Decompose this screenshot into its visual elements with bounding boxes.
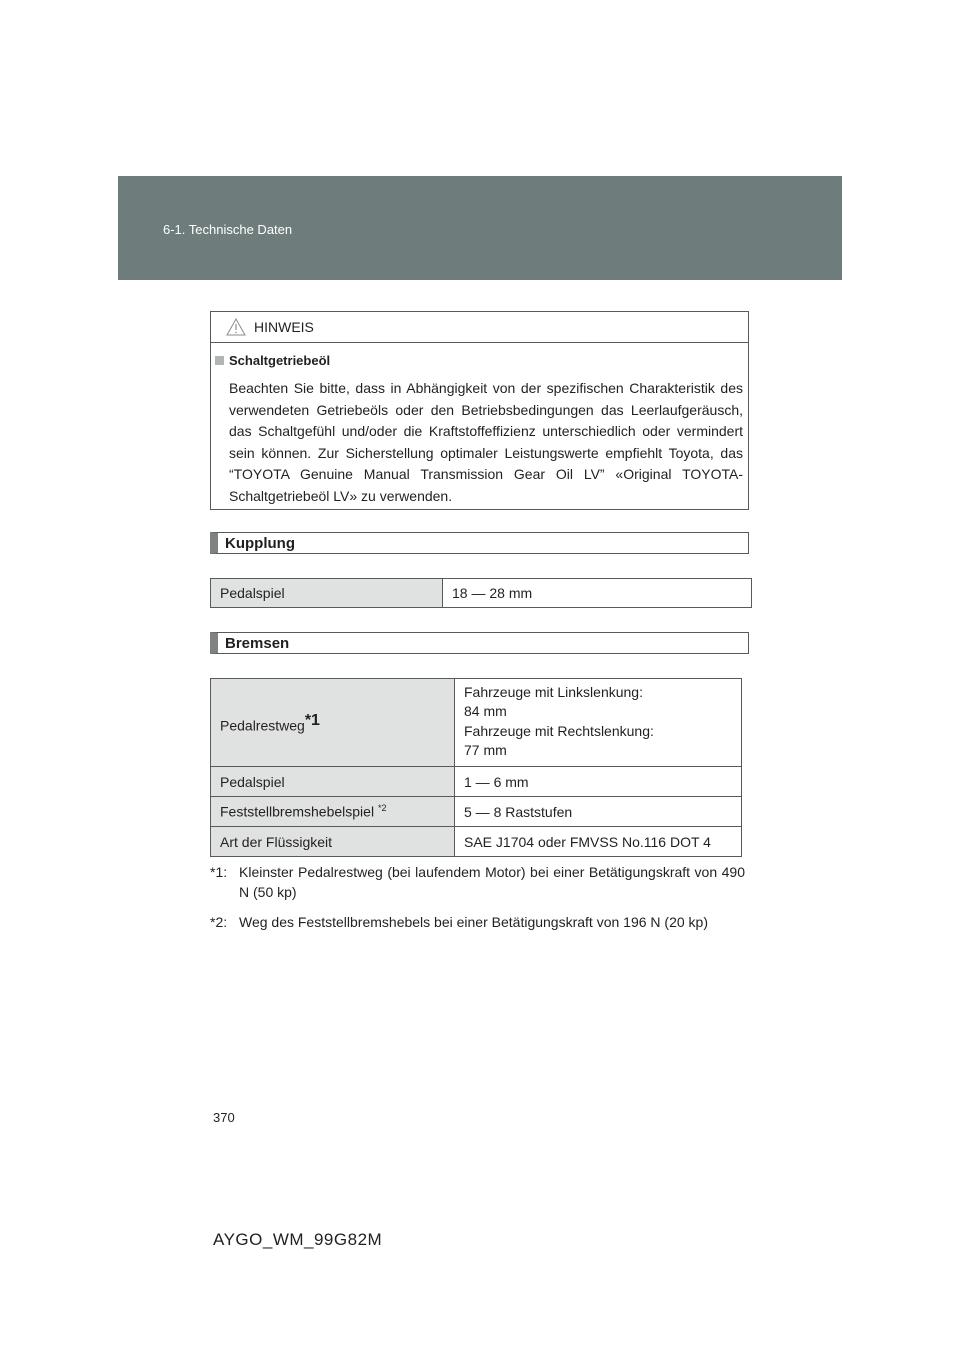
table-row	[211, 797, 742, 827]
footnote-2	[210, 912, 745, 932]
kupplung-heading	[210, 532, 749, 554]
kupplung-title: Kupplung	[225, 535, 295, 552]
table-key	[211, 679, 455, 767]
notice-header	[211, 312, 748, 343]
section-header-band	[118, 176, 842, 280]
table-row	[211, 767, 742, 797]
footnote-mark: *2:	[210, 914, 228, 930]
table-key: Pedalspiel	[211, 767, 455, 797]
footnote-marker: *2	[377, 803, 387, 814]
table-key-text: Pedalrestweg	[220, 717, 305, 734]
table-value: 5 — 8 Raststufen	[455, 797, 742, 827]
table-row	[211, 579, 752, 608]
table-value: SAE J1704 oder FMVSS No.116 DOT 4	[455, 827, 742, 857]
value-line: Fahrzeuge mit Rechtslenkung:	[464, 722, 654, 739]
bremsen-title: Bremsen	[225, 635, 290, 652]
bremsen-heading	[210, 632, 749, 654]
section-label: 6-1. Technische Daten	[163, 222, 293, 237]
table-row	[211, 679, 742, 767]
bremsen-table	[210, 678, 742, 857]
document-code: AYGO_WM_99G82M	[213, 1230, 383, 1249]
footnote-mark: *1:	[210, 864, 228, 880]
table-value: 1 — 6 mm	[455, 767, 742, 797]
table-key: Art der Flüssigkeit	[211, 827, 455, 857]
value-line: 77 mm	[464, 742, 507, 758]
table-value: 18 — 28 mm	[443, 579, 752, 608]
footnote-text: Weg des Feststellbremshebels bei einer Betätigungskraft von 196 N (20 kp)	[239, 914, 708, 930]
table-key	[211, 797, 455, 827]
table-key-text: Feststellbremshebelspiel	[220, 803, 375, 820]
footnote-1	[210, 862, 745, 902]
notice-subtitle-text: Schaltgetriebeöl	[229, 353, 331, 368]
table-value	[455, 679, 742, 767]
notice-box	[210, 311, 749, 510]
kupplung-table	[210, 578, 752, 608]
value-line: 84 mm	[464, 703, 507, 719]
notice-body: Beachten Sie bitte, dass in Abhängigkeit von der spezifischen Charakteristik des verwendeten Getriebeöls oder den Betriebsbedingungen das Leerlaufgeräusch, das Schaltgefühl und/oder die Kraftstoffeffizienz unterschiedlich oder vermindert sein können. Zur Sicherstellung optimaler Leistungswerte empfiehlt Toyota, das “TOYOTA Genuine Manual Transmission Gear Oil LV” «Original TOYOTA-Schaltgetriebeöl LV» zu verwenden.	[229, 380, 743, 504]
footnote-marker: *1	[304, 711, 320, 729]
notice-title: HINWEIS	[254, 319, 314, 335]
page-number: 370	[213, 1110, 235, 1125]
table-row	[211, 827, 742, 857]
table-key: Pedalspiel	[211, 579, 443, 608]
warning-triangle-icon	[226, 318, 246, 336]
footnote-text: Kleinster Pedalrestweg (bei laufendem Motor) bei einer Betätigungskraft von 490 N (50 kp)	[239, 864, 745, 900]
square-bullet-icon	[215, 356, 224, 365]
notice-subtitle	[215, 353, 330, 368]
value-line: Fahrzeuge mit Linkslenkung:	[464, 683, 643, 700]
